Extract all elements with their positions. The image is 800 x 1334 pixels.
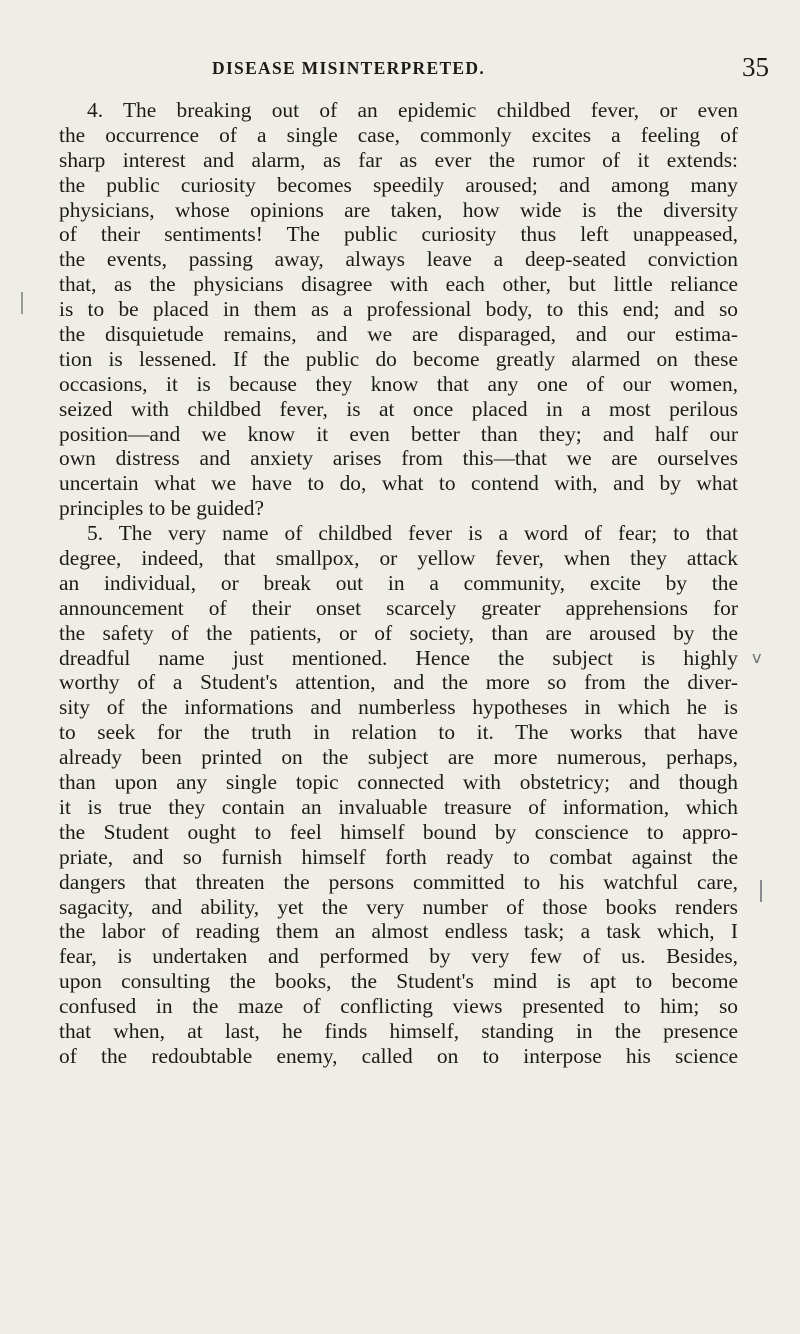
- text-line: priate, and so furnish himself forth ready to combat against the: [59, 844, 738, 869]
- text-line: dangers that threaten the persons committed to his watchful care,: [59, 869, 738, 894]
- text-line: 4. The breaking out of an epidemic childbed fever, or even: [87, 98, 738, 122]
- text-line: 5. The very name of childbed fever is a word of fear; to that: [87, 521, 738, 546]
- text-line: principles to be guided?: [59, 496, 264, 521]
- text-line: position—and we know it even better than they; and half our: [59, 421, 738, 446]
- text-line: occasions, it is because they know that any one of our women,: [59, 371, 738, 396]
- text-line: sity of the informations and numberless hypotheses in which he is: [59, 695, 738, 720]
- text-line: that, as the physicians disagree with each other, but little reliance: [59, 272, 738, 297]
- text-line: own distress and anxiety arises from this—that we are ourselves: [59, 446, 738, 471]
- text-line: is to be placed in them as a professional body, to this end; and so: [59, 297, 738, 322]
- text-line: the Student ought to feel himself bound by conscience to appro-: [59, 819, 738, 844]
- text-line: of their sentiments! The public curiosity thus left unappeased,: [59, 222, 738, 247]
- page-number: 35: [742, 52, 769, 82]
- running-head: DISEASE MISINTERPRETED.: [212, 58, 486, 78]
- margin-tick-mark: [760, 880, 762, 902]
- text-line: worthy of a Student's attention, and the more so from the diver-: [59, 670, 738, 695]
- text-line: uncertain what we have to do, what to contend with, and by what: [59, 471, 738, 496]
- text-line: dreadful name just mentioned. Hence the subject is highly: [59, 645, 738, 670]
- text-line: the safety of the patients, or of society, than are aroused by the: [59, 620, 738, 645]
- text-line: announcement of their onset scarcely greater apprehensions for: [59, 595, 738, 620]
- text-line: tion is lessened. If the public do become greatly alarmed on these: [59, 346, 738, 371]
- text-line: confused in the maze of conflicting views presented to him; so: [59, 994, 738, 1019]
- text-line: than upon any single topic connected with obstetricy; and though: [59, 770, 738, 795]
- text-line: upon consulting the books, the Student's mind is apt to become: [59, 969, 738, 994]
- text-line: of the redoubtable enemy, called on to interpose his science: [59, 1043, 738, 1068]
- text-line: it is true they contain an invaluable treasure of information, which: [59, 794, 738, 819]
- text-line: sagacity, and ability, yet the very number of those books renders: [59, 894, 738, 919]
- text-line: sharp interest and alarm, as far as ever the rumor of it extends:: [59, 147, 738, 172]
- margin-stray-mark: [21, 292, 23, 314]
- body-text: [59, 98, 738, 1069]
- text-line: fear, is undertaken and performed by very few of us. Besides,: [59, 944, 738, 969]
- text-line: the labor of reading them an almost endless task; a task which, I: [59, 919, 738, 944]
- text-line: an individual, or break out in a community, excite by the: [59, 570, 738, 595]
- paragraph-4: [59, 98, 738, 521]
- margin-check-mark: v: [752, 648, 762, 667]
- text-line: to seek for the truth in relation to it. The works that have: [59, 720, 738, 745]
- text-line: the disquietude remains, and we are disparaged, and our estima-: [59, 322, 738, 347]
- paragraph-5: [59, 521, 738, 1069]
- text-line: seized with childbed fever, is at once placed in a most perilous: [59, 396, 738, 421]
- text-line: the public curiosity becomes speedily aroused; and among many: [59, 172, 738, 197]
- text-line: that when, at last, he finds himself, standing in the presence: [59, 1018, 738, 1043]
- text-line: physicians, whose opinions are taken, how wide is the diversity: [59, 197, 738, 222]
- text-line: degree, indeed, that smallpox, or yellow fever, when they attack: [59, 546, 738, 571]
- text-line: already been printed on the subject are more numerous, perhaps,: [59, 745, 738, 770]
- text-line: the occurrence of a single case, commonly excites a feeling of: [59, 122, 738, 147]
- text-line: the events, passing away, always leave a deep-seated conviction: [59, 247, 738, 272]
